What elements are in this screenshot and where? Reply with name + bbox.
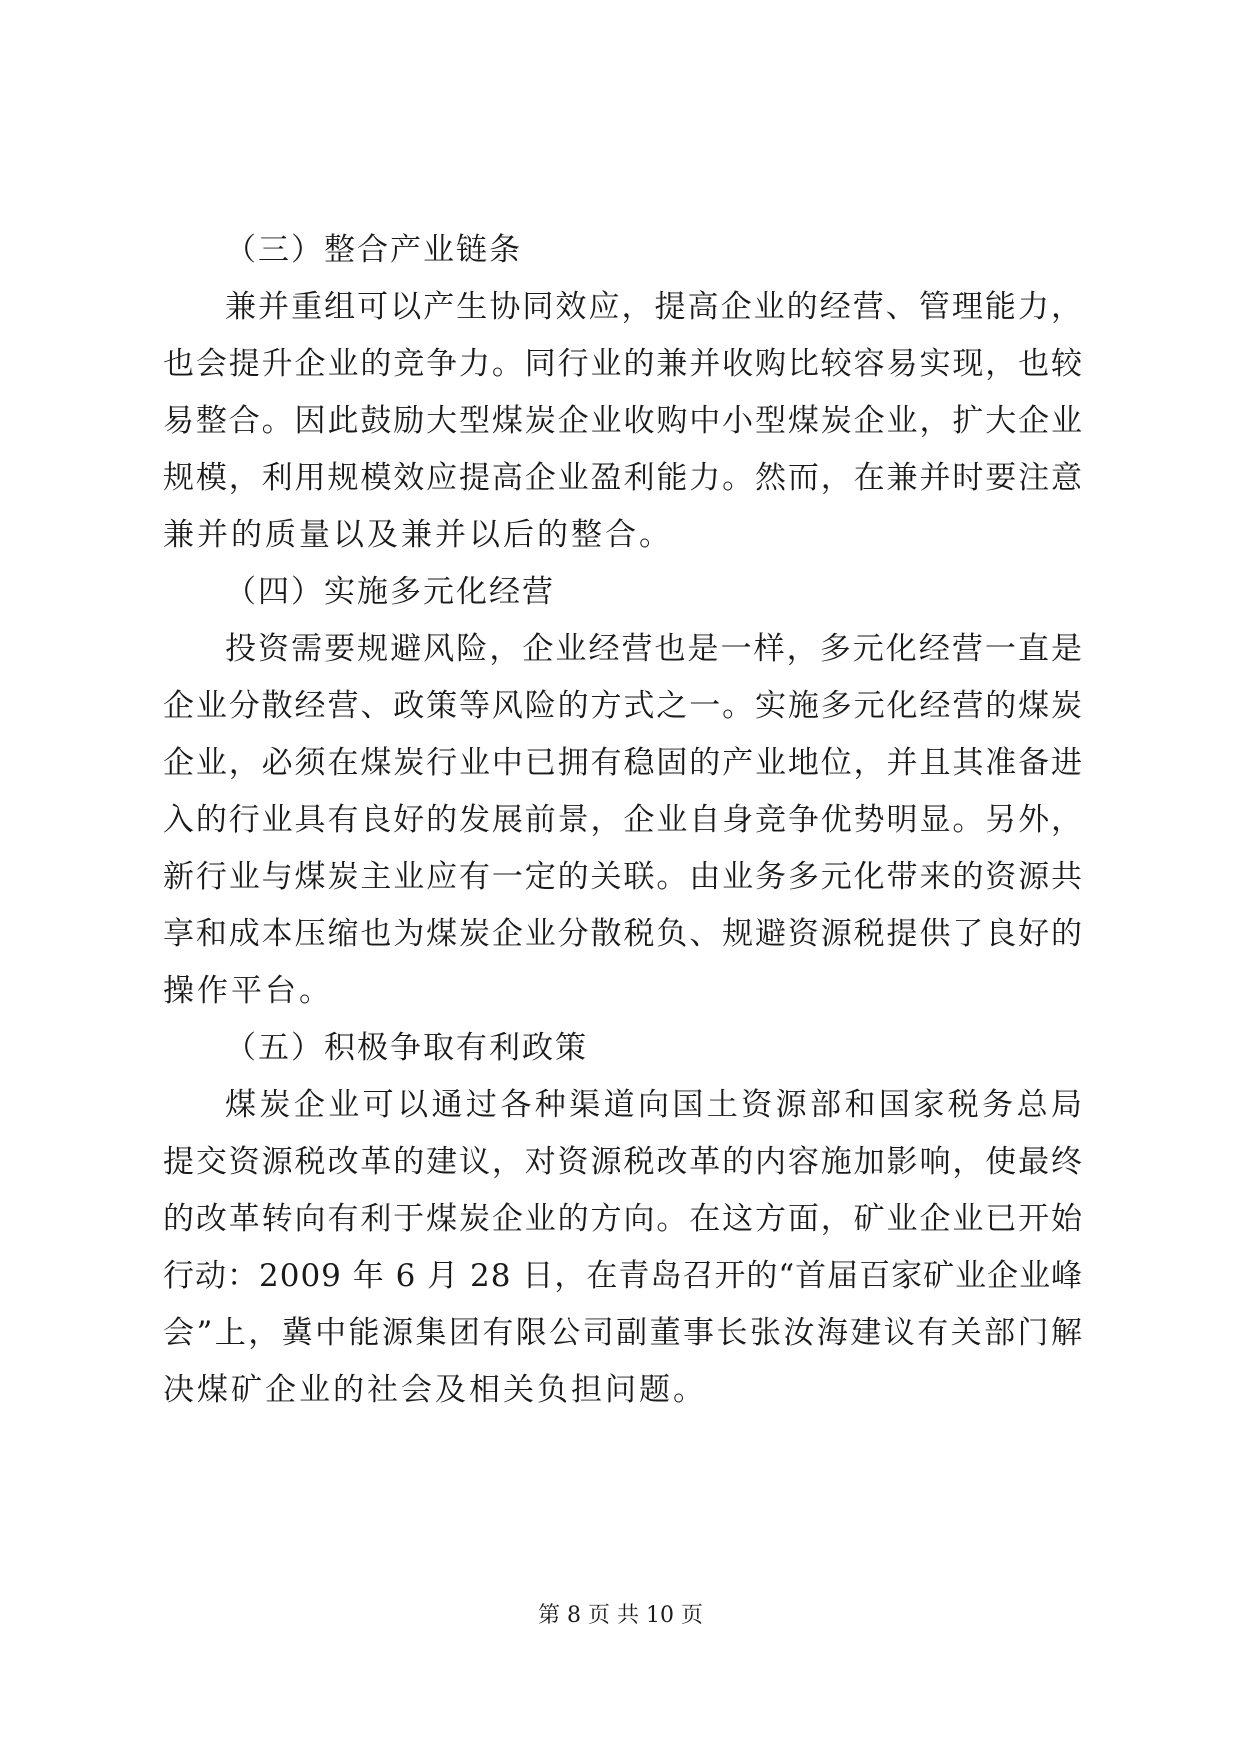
- paragraph: [163, 279, 1083, 564]
- paragraph-line: 行动：2009 年 6 月 28 日，在青岛召开的“首届百家矿业企业峰: [163, 1258, 1084, 1294]
- paragraph-line: 操作平台。: [163, 973, 333, 1009]
- paragraph-line: 投资需要规避风险，企业经营也是一样，多元化经营一直是: [225, 631, 1083, 667]
- page-number-footer: 第 8 页 共 10 页: [538, 1603, 703, 1628]
- paragraph-line: 企业，必须在煤炭行业中已拥有稳固的产业地位，并且其准备进: [163, 745, 1083, 781]
- section-favorable-policy: [163, 1020, 1083, 1419]
- section-heading: （五）积极争取有利政策: [225, 1030, 588, 1066]
- paragraph-line: 会”上，冀中能源集团有限公司副董事长张汝海建议有关部门解: [163, 1315, 1083, 1351]
- paragraph: [163, 621, 1083, 1020]
- paragraph-line: 煤炭企业可以通过各种渠道向国土资源部和国家税务总局: [225, 1087, 1083, 1123]
- section-diversified-operation: [163, 564, 1083, 1020]
- paragraph-line: 决煤矿企业的社会及相关负担问题。: [163, 1372, 707, 1408]
- section-heading: （三）整合产业链条: [225, 232, 522, 268]
- document-body: [163, 222, 1083, 1419]
- paragraph-line: 的改革转向有利于煤炭企业的方向。在这方面，矿业企业已开始: [163, 1201, 1083, 1237]
- paragraph-line: 易整合。因此鼓励大型煤炭企业收购中小型煤炭企业，扩大企业: [163, 403, 1083, 439]
- section-integrate-industry-chain: [163, 222, 1083, 564]
- paragraph-line: 也会提升企业的竞争力。同行业的兼并收购比较容易实现，也较: [163, 346, 1083, 382]
- paragraph-line: 兼并的质量以及兼并以后的整合。: [163, 517, 673, 553]
- paragraph-line: 提交资源税改革的建议，对资源税改革的内容施加影响，使最终: [163, 1144, 1083, 1180]
- paragraph-line: 兼并重组可以产生协同效应，提高企业的经营、管理能力，: [225, 289, 1083, 325]
- paragraph-line: 规模，利用规模效应提高企业盈利能力。然而，在兼并时要注意: [163, 460, 1083, 496]
- paragraph-line: 享和成本压缩也为煤炭企业分散税负、规避资源税提供了良好的: [163, 916, 1083, 952]
- section-heading: （四）实施多元化经营: [225, 574, 555, 610]
- paragraph-line: 入的行业具有良好的发展前景，企业自身竞争优势明显。另外，: [163, 802, 1083, 838]
- paragraph-line: 企业分散经营、政策等风险的方式之一。实施多元化经营的煤炭: [163, 688, 1083, 724]
- paragraph: [163, 1077, 1083, 1419]
- paragraph-line: 新行业与煤炭主业应有一定的关联。由业务多元化带来的资源共: [163, 859, 1083, 895]
